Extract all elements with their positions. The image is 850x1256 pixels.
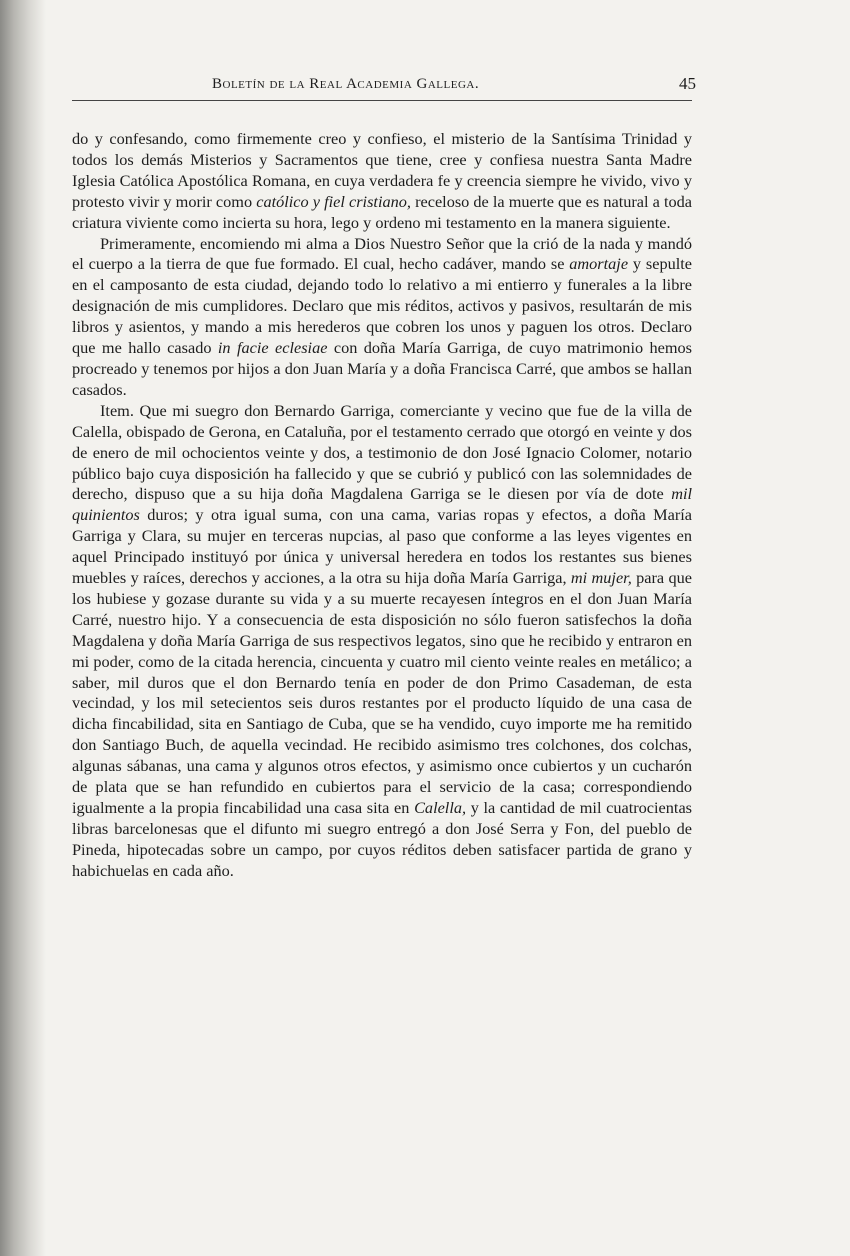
- document-page: [72, 74, 696, 882]
- text-segment: con doña María Garriga, de cuyo matrimonio hemos procreado y tenemos por hijos a don Juan María y a doña Francisca Carré, que ambos se hallan casados.: [72, 338, 693, 399]
- body-text: [72, 129, 692, 882]
- text-segment: y la cantidad de mil cuatrocientas libras barcelonesas que el difunto mi suegro entregó a don José Serra y Fon, del pueblo de Pineda, hipotecadas sobre un campo, por cuyos réditos deben satisfacer partida de grano y habichuelas en cada año.: [72, 798, 693, 880]
- italic-segment: amortaje: [569, 254, 629, 274]
- text-segment: receloso de la muerte que es natural a toda criatura viviente como incierta su hora, lego y ordeno mi testamento en la manera siguiente.: [72, 191, 692, 232]
- italic-segment: in facie eclesiae: [217, 338, 328, 358]
- paragraph: [72, 234, 692, 401]
- page-number: 45: [679, 74, 696, 93]
- text-segment: Primeramente, encomiendo mi alma a Dios Nuestro Señor que la crió de la nada y mandó el cuerpo a la tierra de que fue formado. El cual, hecho cadáver, mando se: [72, 233, 692, 274]
- italic-segment: católico y fiel cristiano,: [256, 191, 411, 211]
- text-segment: para que los hubiese y gozase durante su vida y a su muerte recayesen íntegros en el don Juan María Carré, nuestro hijo. Y a consecuencia de esta disposición no sólo fueron satisfechos la doña Magdalena y doña María Garriga de sus respectivos legatos, sino que he recibido y entraron en mi poder, como de la citada herencia, cincuenta y cuatro mil ciento veinte reales en metálico; a saber, mil duros que el don Bernardo tenía en poder de don Primo Casademan, de esta vecindad, y los mil setecientos seis duros restantes por el producto líquido de una casa de dicha fincabilidad, sita en Santiago de Cuba, que se ha vendido, cuyo importe me ha remitido don Santiago Buch, de aquella vecindad. He recibido asimismo tres colchones, dos colchas, algunas sábanas, una cama y algunos otros efectos, y asimismo once cubiertos y un cucharón de plata que se han refundido en cubiertos para el servicio de la casa; correspondiendo igualmente a la propia fincabilidad una casa sita en: [72, 568, 692, 817]
- text-segment: do y confesando, como firmemente creo y confieso, el misterio de la Santísima Trinidad y todos los demás Misterios y Sacramentos que tiene, cree y confiesa nuestra Santa Madre Iglesia Católica Apostólica Romana, en cuya verdadera fe y creencia siempre he vivido, vivo y protesto vivir y morir como: [72, 129, 692, 211]
- italic-segment: mi mujer,: [570, 568, 632, 588]
- paragraph: [72, 401, 692, 882]
- running-header: [72, 74, 696, 101]
- text-segment: Item. Que mi suegro don Bernardo Garriga, comerciante y vecino que fue de la villa de Calella, obispado de Gerona, en Cataluña, por el testamento cerrado que otorgó en veinte y dos de enero de mil ochocientos veinte y dos, a testimonio de don José Ignacio Colomer, notario público bajo cuya disposición ha fallecido y que se cubrió y publicó con las solemnidades de derecho, dispuso que a su hija doña Magdalena Garriga se le diesen por vía de dote: [72, 400, 692, 504]
- italic-segment: mil quinientos: [72, 484, 692, 525]
- text-segment: duros; y otra igual suma, con una cama, varias ropas y efectos, a doña María Garriga y Clara, su mujer en terceras nupcias, al paso que conforme a las leyes vigentes en aquel Principado instituyó por única y universal heredera en todos los restantes sus bienes muebles y raíces, derechos y acciones, a la otra su hija doña María Garriga,: [72, 505, 692, 588]
- paragraph: [72, 129, 692, 234]
- text-segment: y sepulte en el camposanto de esta ciudad, dejando todo lo relativo a mi entierro y funerales a la libre designación de mis cumplidores. Declaro que mis réditos, activos y pasivos, resultarán de mis libros y asientos, y mando a mis herederos que cobren los unos y paguen los otros. Declaro que me hallo casado: [72, 254, 692, 358]
- running-title: Boletín de la Real Academia Gallega.: [212, 76, 480, 92]
- page-binding-shadow: [0, 0, 46, 1256]
- italic-segment: Calella,: [414, 798, 467, 817]
